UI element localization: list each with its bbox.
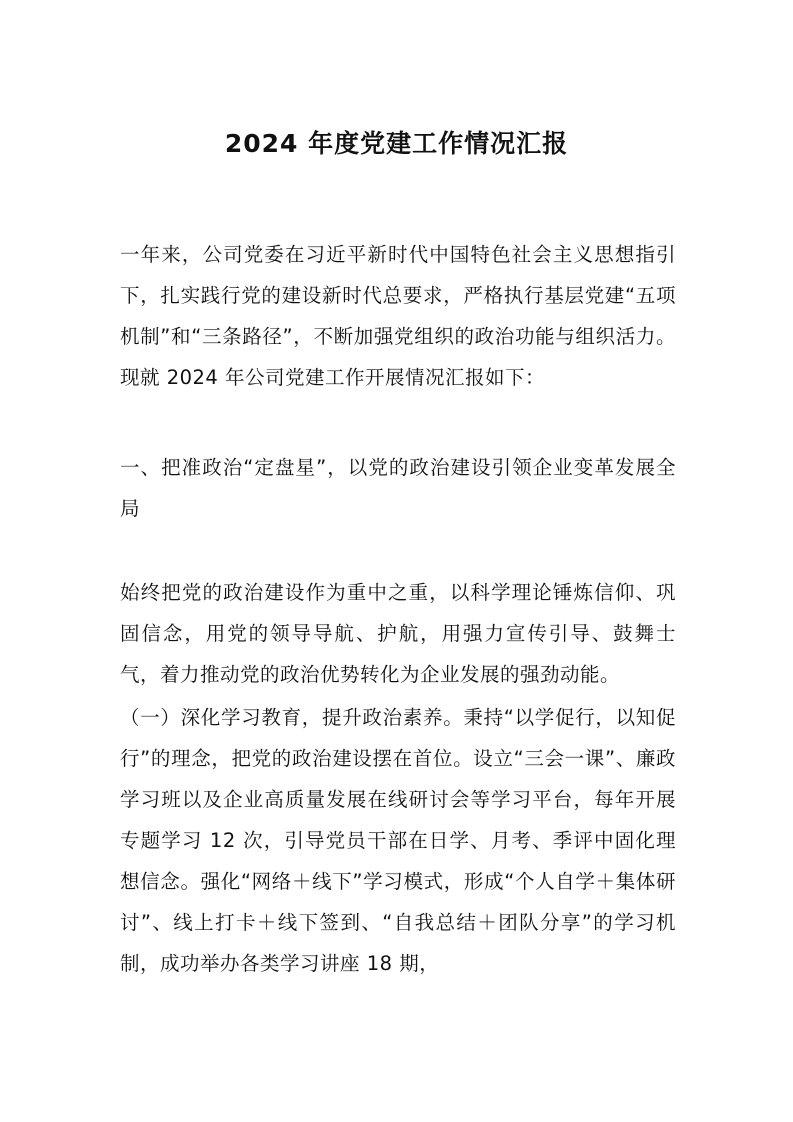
subsection-1-paragraph: （一）深化学习教育，提升政治素养。秉持“以学促行，以知促行”的理念，把党的政治建设摆在首位。设立“三会一课”、廉政学习班以及企业高质量发展在线研讨会等学习平台，每年开展专题学习 12 次，引导党员干部在日学、月考、季评中固化理想信念。强化“网络＋线下”学习模式，形成“个人自学＋集体研讨”、线上打卡＋线下签到、“自我总结＋团队分享”的学习机制，成功举办各类学习讲座 18 期， (120, 706, 676, 975)
document-title: 2024 年度党建工作情况汇报 (224, 129, 569, 158)
intro-paragraph: 一年来，公司党委在习近平新时代中国特色社会主义思想指引下，扎实践行党的建设新时代总要求，严格执行基层党建“五项机制”和“三条路径”，不断加强党组织的政治功能与组织活力。现就 2024 年公司党建工作开展情况汇报如下： (120, 243, 676, 389)
section-1-paragraph: 始终把党的政治建设作为重中之重，以科学理论锤炼信仰、巩固信念，用党的领导导航、护航，用强力宣传引导、鼓舞士气，着力推动党的政治优势转化为企业发展的强劲动能。 (120, 581, 676, 686)
section-heading-1: 一、把准政治“定盘星”，以党的政治建设引领企业变革发展全局 (120, 456, 676, 520)
